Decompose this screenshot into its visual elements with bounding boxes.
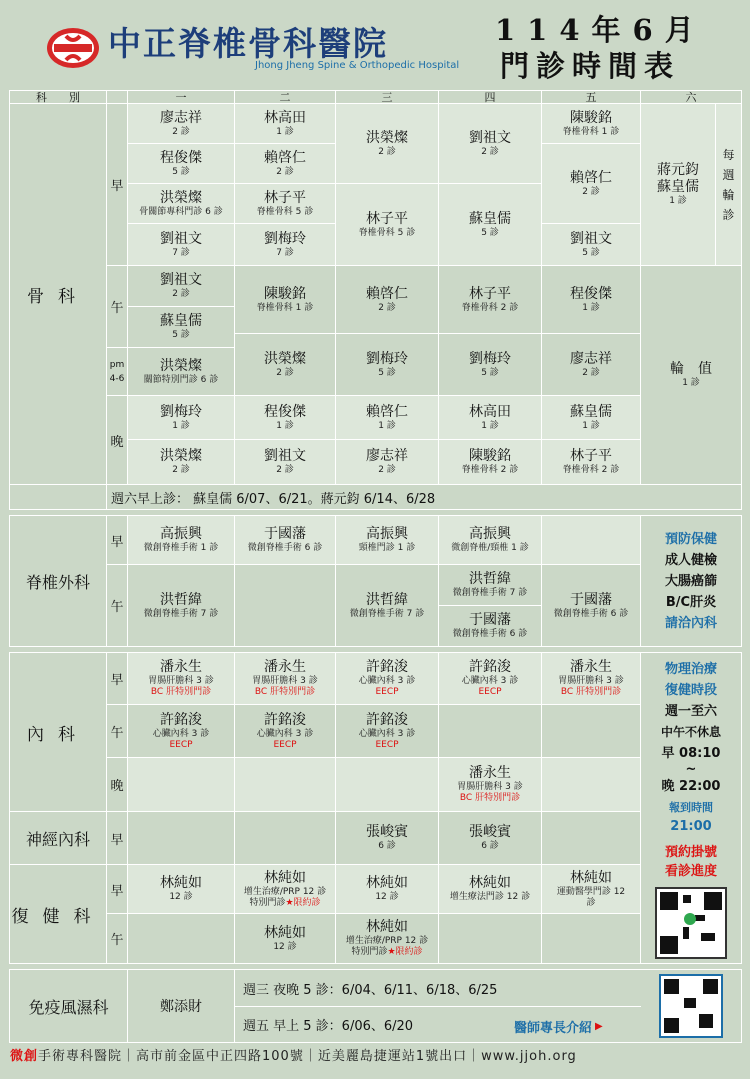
slot-ortho-noon-fri-1[interactable]: 程俊傑 1 診 [542, 266, 640, 333]
slot-ortho-am-tue-2[interactable]: 賴啓仁 2 診 [235, 144, 335, 183]
slot-ortho-eve-thu-1[interactable]: 林高田 1 診 [439, 396, 541, 439]
slot-int-noon-tue[interactable]: 許銘浚 心臟內科 3 診 EECP [235, 705, 335, 757]
slot-ortho-eve-mon-1[interactable]: 劉梅玲 1 診 [128, 396, 234, 439]
slot-ortho-noon-thu-1[interactable]: 林子平 脊椎骨科 2 診 [439, 266, 541, 333]
col-header-tue: 二 [235, 91, 335, 103]
slot-ortho-eve-tue-1[interactable]: 程俊傑 1 診 [235, 396, 335, 439]
slot-rehab-noon-fri[interactable] [542, 914, 640, 963]
slot-ortho-am-sat[interactable]: 蔣元鈞 蘇皇儒 1 診 [641, 104, 715, 265]
slot-ortho-noon-wed-2[interactable]: 劉梅玲 5 診 [336, 334, 438, 395]
slot-neuro-am: 早 [107, 812, 127, 864]
hospital-logo [44, 26, 102, 70]
col-header-fri: 五 [542, 91, 640, 103]
booking-qr-code[interactable] [655, 887, 727, 959]
slot-neuro-am-mon[interactable] [128, 812, 234, 864]
slot-spine-am-tue[interactable]: 于國藩 微創脊椎手術 6 診 [235, 516, 335, 564]
hospital-name-en: Jhong Jheng Spine & Orthopedic Hospital [255, 60, 460, 71]
slot-eve: 晚 [107, 396, 127, 484]
slot-rehab-am-fri[interactable]: 林純如 運動醫學門診 12 診 [542, 865, 640, 913]
slot-ortho-noon-thu-2[interactable]: 劉梅玲 5 診 [439, 334, 541, 395]
slot-ortho-noon-tue-2[interactable]: 洪榮燦 2 診 [235, 334, 335, 395]
ortho-table [9, 90, 742, 510]
sat-rotation-note: 每 週 輪 診 [716, 104, 741, 265]
slot-ortho-noon-wed-1[interactable]: 賴啓仁 2 診 [336, 266, 438, 333]
slot-ortho-eve-thu-2[interactable]: 陳駿銘 脊椎骨科 2 診 [439, 440, 541, 484]
slot-rehab-am-wed[interactable]: 林純如 12 診 [336, 865, 438, 913]
slot-int-am-wed[interactable]: 許銘浚 心臟內科 3 診 EECP [336, 653, 438, 704]
immuno-fri-schedule: 週五 早上 5 診：6/06、6/20 [235, 1007, 641, 1042]
slot-int-noon: 午 [107, 705, 127, 757]
slot-ortho-am-mon-4[interactable]: 劉祖文 7 診 [128, 224, 234, 265]
slot-spine-am-mon[interactable]: 高振興 微創脊椎手術 1 診 [128, 516, 234, 564]
slot-int-eve-fri[interactable] [542, 758, 640, 811]
slot-spine-am-thu[interactable]: 高振興 微創脊椎/頸椎 1 診 [439, 516, 541, 564]
slot-int-eve-tue[interactable] [235, 758, 335, 811]
slot-int-noon-thu[interactable] [439, 705, 541, 757]
doctor-qr-code[interactable] [659, 974, 723, 1038]
doctor-qr-panel [641, 970, 741, 1042]
immuno-wed-schedule: 週三 夜晚 5 診：6/04、6/11、6/18、6/25 [235, 970, 641, 1006]
slot-ortho-am-mon-2[interactable]: 程俊傑 5 診 [128, 144, 234, 183]
slot-spine-noon-wed[interactable]: 洪哲緯 微創脊椎手術 7 診 [336, 565, 438, 646]
dept-neuro: 神經內科 [10, 812, 106, 864]
slot-spine-am: 早 [107, 516, 127, 564]
pt-info-panel: 物理治療 復健時段 週一至六 中午不休息 早 08:10 ~ 晚 22:00 報到時間 21:00 預約掛號 看診進度 [641, 653, 741, 963]
slot-int-eve-thu[interactable]: 潘永生 胃腸肝膽科 3 診 BC 肝特別門診 [439, 758, 541, 811]
slot-int-am-thu[interactable]: 許銘浚 心臟內科 3 診 EECP [439, 653, 541, 704]
footer-bar: 微創手術專科醫院｜高市前金區中正四路100號｜近美麗島捷運站1號出口｜www.jjoh.org [10, 1049, 577, 1064]
slot-rehab-noon-thu[interactable] [439, 914, 541, 963]
slot-ortho-noon-mon-2[interactable]: 蘇皇儒 5 診 [128, 307, 234, 347]
slot-int-noon-mon[interactable]: 許銘浚 心臟內科 3 診 EECP [128, 705, 234, 757]
immuno-table [9, 969, 742, 1043]
slot-ortho-am-tue-3[interactable]: 林子平 脊椎骨科 5 診 [235, 184, 335, 223]
health-check-panel: 預防保健 成人健檢 大腸癌篩 B/C肝炎 請洽內科 [641, 516, 741, 646]
slot-ortho-am-fri-2[interactable]: 賴啓仁 2 診 [542, 144, 640, 223]
slot-ortho-noon-tue-1[interactable]: 陳駿銘 脊椎骨科 1 診 [235, 266, 335, 333]
slot-neuro-am-wed[interactable]: 張峻賓 6 診 [336, 812, 438, 864]
play-arrow-icon: ▶ [595, 1020, 603, 1032]
slot-spine-noon-thu-1[interactable]: 洪哲緯 微創脊椎手術 7 診 [439, 565, 541, 605]
col-header-thu: 四 [439, 91, 541, 103]
slot-ortho-am-wed-1[interactable]: 洪榮燦 2 診 [336, 104, 438, 183]
slot-spine-noon-fri[interactable]: 于國藩 微創脊椎手術 6 診 [542, 565, 640, 646]
slot-noon: 午 [107, 266, 127, 347]
slot-rehab-am-mon[interactable]: 林純如 12 診 [128, 865, 234, 913]
slot-rehab-noon-mon[interactable] [128, 914, 234, 963]
slot-int-eve-wed[interactable] [336, 758, 438, 811]
slot-int-eve: 晚 [107, 758, 127, 811]
ortho-sat-note: 週六早上診： 蘇皇儒 6/07、6/21。蔣元鈞 6/14、6/28 [107, 485, 741, 509]
slot-ortho-am-mon-3[interactable]: 洪榮燦 骨關節專科門診 6 診 [128, 184, 234, 223]
slot-rehab-noon-tue[interactable]: 林純如 12 診 [235, 914, 335, 963]
slot-rehab-am-thu[interactable]: 林純如 增生療法門診 12 診 [439, 865, 541, 913]
col-header-wed: 三 [336, 91, 438, 103]
col-header-mon: 一 [128, 91, 234, 103]
doctor-profile-link[interactable]: 醫師專長介紹 ▶ [514, 1020, 603, 1036]
slot-rehab-noon: 午 [107, 914, 127, 963]
logo-mark-icon [44, 26, 102, 70]
slot-ortho-noon-sat[interactable]: 輪 值 1 診 [641, 266, 741, 484]
slot-ortho-am-fri-3[interactable]: 劉祖文 5 診 [542, 224, 640, 265]
slot-ortho-eve-mon-2[interactable]: 洪榮燦 2 診 [128, 440, 234, 484]
slot-spine-noon-tue[interactable] [235, 565, 335, 646]
slot-spine-am-wed[interactable]: 高振興 頸椎門診 1 診 [336, 516, 438, 564]
slot-pm: pm 4-6 [107, 348, 127, 395]
slot-rehab-am-tue[interactable]: 林純如 增生治療/PRP 12 診 特別門診★限約診 [235, 865, 335, 913]
slot-ortho-eve-tue-2[interactable]: 劉祖文 2 診 [235, 440, 335, 484]
ortho-note-blank [10, 485, 106, 509]
immuno-doctor[interactable]: 鄭添財 [128, 970, 234, 1042]
dept-spine: 脊椎外科 [10, 516, 106, 646]
line-icon [684, 913, 696, 925]
slot-ortho-noon-mon-1[interactable]: 劉祖文 2 診 [128, 266, 234, 306]
slot-int-am: 早 [107, 653, 127, 704]
slot-neuro-am-thu[interactable]: 張峻賓 6 診 [439, 812, 541, 864]
slot-ortho-pm-mon[interactable]: 洪榮燦 關節特別門診 6 診 [128, 348, 234, 395]
slot-spine-am-fri[interactable] [542, 516, 640, 564]
slot-ortho-eve-wed-2[interactable]: 廖志祥 2 診 [336, 440, 438, 484]
slot-spine-noon-mon[interactable]: 洪哲緯 微創脊椎手術 7 診 [128, 565, 234, 646]
slot-int-noon-fri[interactable] [542, 705, 640, 757]
slot-ortho-am-fri-1[interactable]: 陳駿銘 脊椎骨科 1 診 [542, 104, 640, 143]
slot-rehab-am: 早 [107, 865, 127, 913]
dept-internal: 內科 [10, 653, 106, 811]
slot-int-noon-wed[interactable]: 許銘浚 心臟內科 3 診 EECP [336, 705, 438, 757]
slot-neuro-am-fri[interactable] [542, 812, 640, 864]
col-header-dept: 科 別 [10, 91, 106, 103]
slot-int-eve-mon[interactable] [128, 758, 234, 811]
col-header-blank [107, 91, 127, 103]
schedule-month: 114年6月 [495, 13, 706, 47]
slot-int-am-tue[interactable]: 潘永生 胃腸肝膽科 3 診 BC 肝特別門診 [235, 653, 335, 704]
slot-ortho-noon-fri-2[interactable]: 廖志祥 2 診 [542, 334, 640, 395]
slot-rehab-noon-wed[interactable]: 林純如 增生治療/PRP 12 診 特別門診★限約診 [336, 914, 438, 963]
slot-ortho-eve-fri-2[interactable]: 林子平 脊椎骨科 2 診 [542, 440, 640, 484]
slot-neuro-am-tue[interactable] [235, 812, 335, 864]
dept-immuno: 免疫風濕科 [10, 970, 127, 1042]
spine-table [9, 515, 742, 647]
slot-ortho-eve-fri-1[interactable]: 蘇皇儒 1 診 [542, 396, 640, 439]
dept-rehab: 復健科 [10, 865, 106, 963]
slot-ortho-am-thu-2[interactable]: 蘇皇儒 5 診 [439, 184, 541, 265]
slot-spine-noon-thu-2[interactable]: 于國藩 微創脊椎手術 6 診 [439, 606, 541, 646]
internal-table [9, 652, 742, 964]
hospital-name: 中正脊椎骨科醫院 [108, 24, 388, 63]
slot-int-am-fri[interactable]: 潘永生 胃腸肝膽科 3 診 BC 肝特別門診 [542, 653, 640, 704]
slot-ortho-am-thu-1[interactable]: 劉祖文 2 診 [439, 104, 541, 183]
col-header-sat: 六 [641, 91, 741, 103]
slot-int-am-mon[interactable]: 潘永生 胃腸肝膽科 3 診 BC 肝特別門診 [128, 653, 234, 704]
schedule-title: 門診時間表 [500, 49, 681, 83]
slot-am: 早 [107, 104, 127, 265]
slot-ortho-am-mon-1[interactable]: 廖志祥 2 診 [128, 104, 234, 143]
slot-ortho-am-tue-4[interactable]: 劉梅玲 7 診 [235, 224, 335, 265]
slot-spine-noon: 午 [107, 565, 127, 646]
slot-ortho-eve-wed-1[interactable]: 賴啓仁 1 診 [336, 396, 438, 439]
slot-ortho-am-wed-2[interactable]: 林子平 脊椎骨科 5 診 [336, 184, 438, 265]
slot-ortho-am-tue-1[interactable]: 林高田 1 診 [235, 104, 335, 143]
dept-ortho: 骨科 [10, 104, 106, 484]
